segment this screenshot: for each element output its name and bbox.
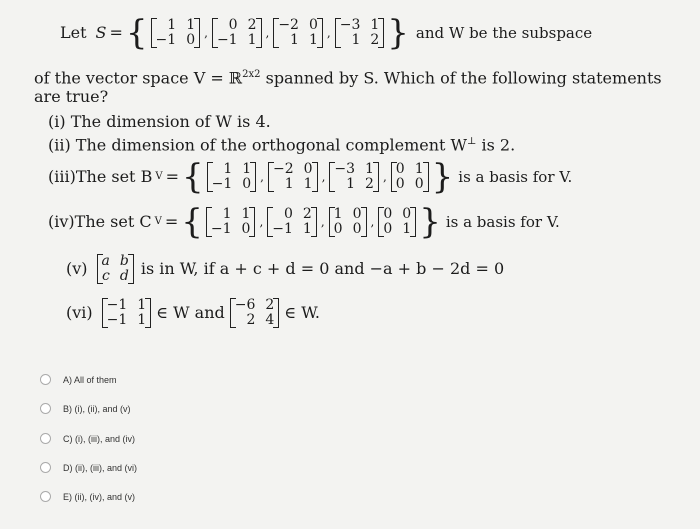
- equals-sign: =: [109, 23, 123, 42]
- basis-text-iv: is a basis for V.: [445, 212, 560, 231]
- vector-space-line: of the vector space V = ℝ$^{2x2}$ spanned by S. Which of the following statements: [34, 68, 662, 88]
- option-c-label: C) (i), (iii), and (iv): [63, 433, 135, 444]
- question-line: are true?: [34, 87, 109, 106]
- b-matrix-2: −2 0 1 1: [268, 162, 318, 192]
- and-w-text: and W be the subspace: [415, 23, 593, 42]
- statement-vi: (vi) −1 1 −1 1 ∈ W and −6 2 2 4 ∈ W.: [66, 297, 320, 328]
- option-d-label: D) (ii), (iii), and (vi): [63, 462, 137, 473]
- option-b-label: B) (i), (ii), and (v): [63, 403, 131, 414]
- right-brace: }: [387, 13, 409, 53]
- set-s-symbol: S: [95, 23, 107, 42]
- basis-text-iii: is a basis for V.: [458, 167, 573, 186]
- option-d[interactable]: [40, 462, 137, 473]
- statement-ii: (ii) The dimension of the orthogonal complement W⊥ is 2.: [48, 135, 516, 155]
- option-c[interactable]: [40, 433, 135, 444]
- c-matrix-1: 1 1 −1 0: [206, 207, 256, 237]
- superscript: 2x2: [242, 69, 261, 80]
- b-matrix-1: 1 1 −1 0: [207, 162, 257, 192]
- statement-iv: (iv)The set C V = { 1 1 −1 0 , 0 2 −1 1 , 1 0 0 0 , 0 0 0 1 } is a basis for V.: [48, 202, 560, 242]
- option-b[interactable]: [40, 403, 131, 414]
- s-matrix-4: −3 1 1 2: [335, 18, 385, 48]
- b-matrix-4: 0 1 0 0: [391, 162, 429, 192]
- radio-circle-icon[interactable]: [40, 433, 51, 444]
- c-matrix-2: 0 2 −1 1: [267, 207, 317, 237]
- vi-matrix-2: −6 2 2 4: [230, 298, 280, 328]
- c-matrix-3: 1 0 0 0: [329, 207, 367, 237]
- statement-v: (v) a b c d is in W, if a + c + d = 0 and −a + b − 2d = 0: [66, 253, 505, 284]
- v-matrix: a b c d: [97, 254, 134, 284]
- radio-circle-icon[interactable]: [40, 462, 51, 473]
- statement-iii: (iii)The set B V = { 1 1 −1 0 , −2 0 1 1 , −3 1 1 2 , 0 1 0 0 } is a basis for V.: [48, 157, 573, 197]
- s-matrix-3: −2 0 1 1: [273, 18, 323, 48]
- set-s-definition: Let S = { 1 1 −1 0 , 0 2 −1 1 , −2 0 1 1 , −3 1 1 2 } and W be the subspace: [60, 13, 593, 53]
- statement-i: (i) The dimension of W is 4.: [48, 112, 271, 131]
- left-brace: {: [125, 13, 148, 53]
- option-a[interactable]: [40, 374, 117, 385]
- option-e[interactable]: [40, 491, 135, 502]
- radio-circle-icon[interactable]: [40, 491, 51, 502]
- c-matrix-4: 0 0 0 1: [378, 207, 416, 237]
- radio-circle-icon[interactable]: [40, 403, 51, 414]
- let-text: Let: [60, 23, 87, 42]
- option-a-label: A) All of them: [63, 374, 117, 385]
- s-matrix-1: 1 1 −1 0: [151, 18, 201, 48]
- vi-matrix-1: −1 1 −1 1: [102, 298, 152, 328]
- option-e-label: E) (ii), (iv), and (v): [63, 491, 135, 502]
- radio-circle-icon[interactable]: [40, 374, 51, 385]
- s-matrix-2: 0 2 −1 1: [212, 18, 262, 48]
- b-matrix-3: −3 1 1 2: [329, 162, 379, 192]
